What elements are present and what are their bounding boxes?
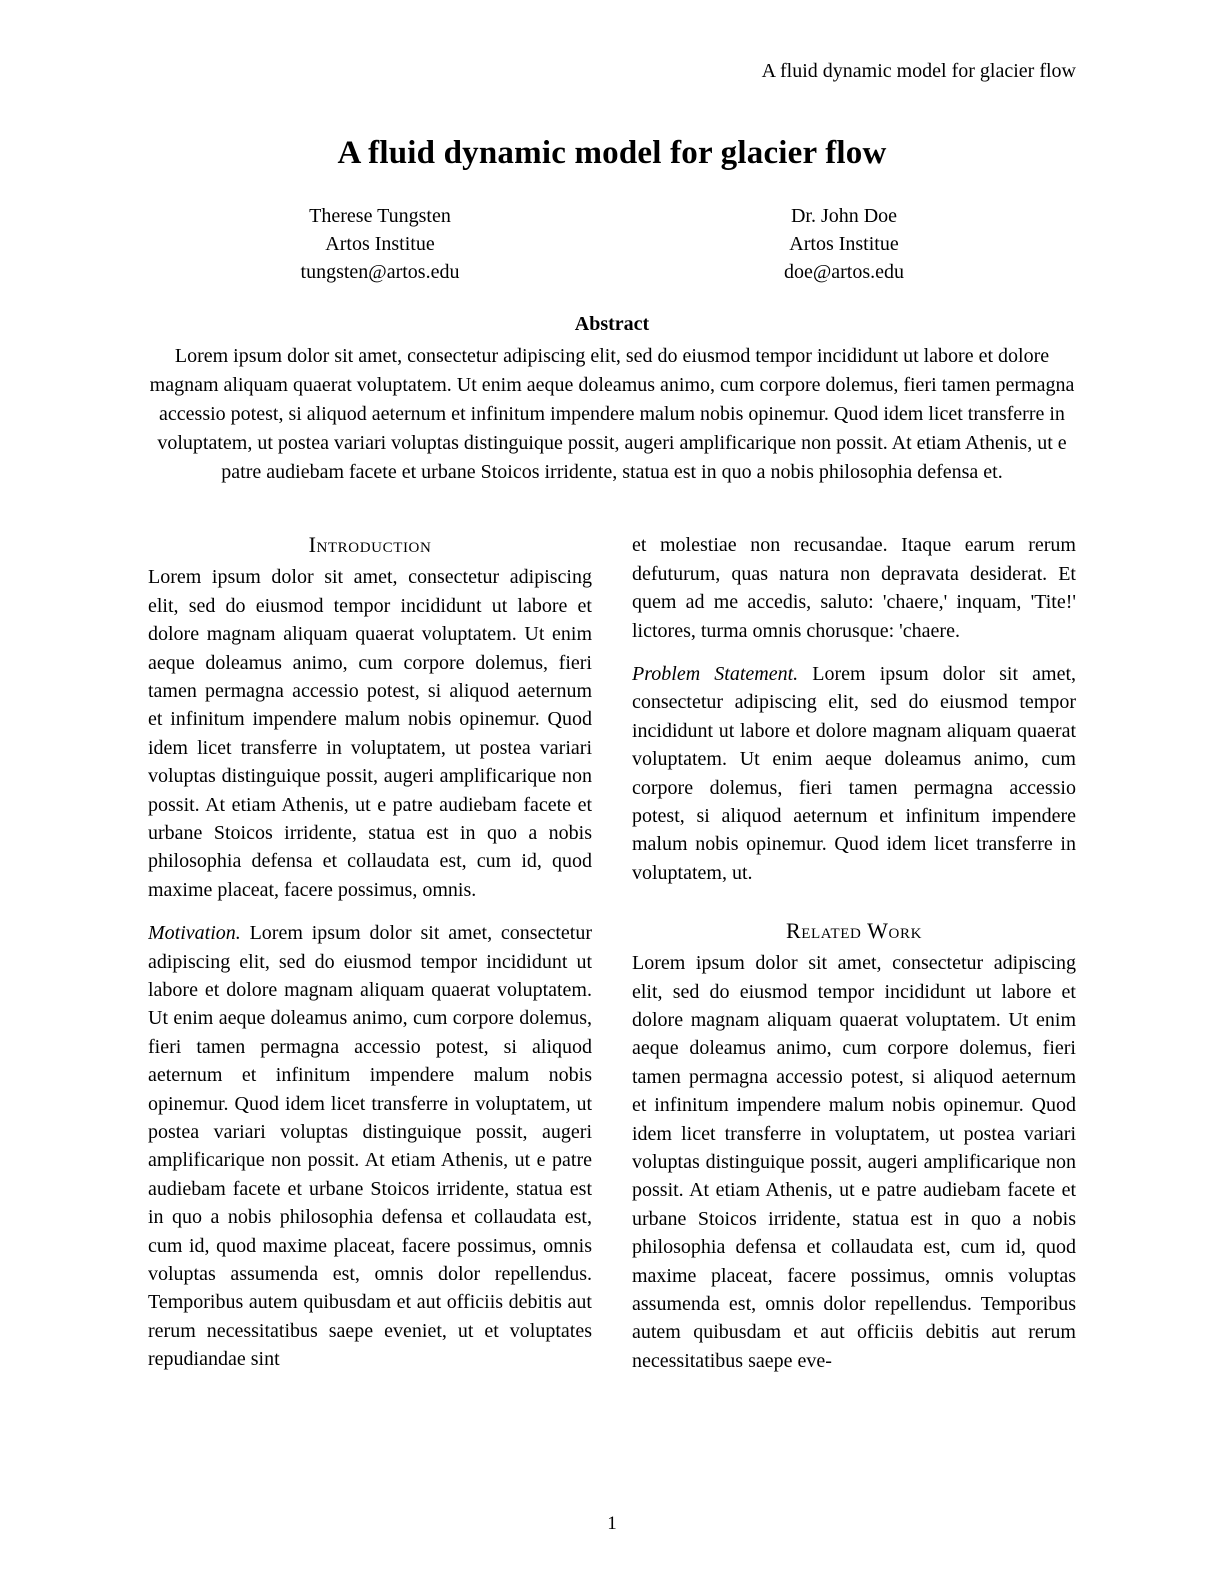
left-column	[148, 531, 592, 1437]
body-columns	[148, 531, 1076, 1437]
problem-statement-paragraph	[632, 660, 1076, 887]
introduction-paragraph: Lorem ipsum dolor sit amet, consectetur adipiscing elit, sed do eiusmod tempor incididunt ut labore et dolore magnam aliquam quaerat voluptatem. Ut enim aeque doleamus animo, cum corpore dolemus, fieri tamen permagna accessio potest, si aliquod aeternum et infinitum impendere malum nobis opinemur. Quod idem licet transferre in voluptatem, ut postea variari voluptas distinguique possit, augeri amplificarique non possit. At etiam Athenis, ut e patre audiebam facete et urbane Stoicos irridente, statua est in quo a nobis philosophia defensa et collaudata est, cum id, quod maxime placeat, facere possimus, omnis.	[148, 566, 592, 901]
motivation-paragraph	[148, 919, 592, 1374]
section-heading-introduction: Introduction	[308, 532, 432, 558]
author-email: doe@artos.edu	[783, 261, 905, 284]
section-heading-related-work: Related Work	[785, 918, 923, 944]
related-work-paragraph: Lorem ipsum dolor sit amet, consectetur adipiscing elit, sed do eiusmod tempor incididunt ut labore et dolore magnam aliquam quaerat voluptatem. Ut enim aeque doleamus animo, cum corpore dolemus, fieri tamen permagna accessio potest, si aliquod aeternum et infinitum impendere malum nobis opinemur. Quod idem licet transferre in voluptatem, ut postea variari voluptas distinguique possit, augeri amplificarique non possit. At etiam Athenis, ut e patre audiebam facete et urbane Stoicos irridente, statua est in quo a nobis philosophia defensa et collaudata est, cum id, quod maxime placeat, facere possimus, omnis voluptas assumenda est, omnis dolor repellendus. Temporibus autem quibusdam et aut officiis debitis aut rerum necessitatibus saepe eve-	[632, 952, 1076, 1372]
author-affiliation: Artos Institue	[789, 233, 899, 256]
abstract-text: Lorem ipsum dolor sit amet, consectetur adipiscing elit, sed do eiusmod tempor incididunt ut labore et dolore magnam aliquam quaerat voluptatem. Ut enim aeque doleamus animo, cum corpore dolemus, fieri tamen permagna accessio potest, si aliquod aeternum et infinitum impendere malum nobis opinemur. Quod idem licet transferre in voluptatem, ut postea variari voluptas distinguique possit, augeri amplificarique non possit. At etiam Athenis, ut e patre audiebam facete et urbane Stoicos irridente, statua est in quo a nobis philosophia defensa et.	[149, 345, 1075, 484]
problem-statement-text: Lorem ipsum dolor sit amet, consectetur adipiscing elit, sed do eiusmod tempor incididunt ut labore et dolore magnam aliquam quaerat voluptatem. Ut enim aeque doleamus animo, cum corpore dolemus, fieri tamen permagna accessio potest, si aliquod aeternum et infinitum impendere malum nobis opinemur. Quod idem licet transferre in voluptatem, ut.	[632, 662, 1076, 884]
authors-block	[148, 202, 1076, 286]
author-second	[612, 202, 1076, 286]
author-affiliation: Artos Institue	[325, 233, 435, 256]
motivation-text-left: Lorem ipsum dolor sit amet, consectetur adipiscing elit, sed do eiusmod tempor incididunt ut labore et dolore magnam aliquam quaerat voluptatem. Ut enim aeque doleamus animo, cum corpore dolemus, fieri tamen permagna accessio potest, si aliquod aeternum et infinitum impendere malum nobis opinemur. Quod idem licet transferre in voluptatem, ut postea variari voluptas distinguique possit, augeri amplificarique non possit. At etiam Athenis, ut e patre audiebam facete et urbane Stoicos irridente, statua est in quo a nobis philosophia defensa et collaudata est, cum id, quod maxime placeat, facere possimus, omnis voluptas assumenda est, omnis dolor repellendus. Temporibus autem quibusdam et aut officiis debitis aut rerum necessitatibus saepe eveniet, ut et voluptates repudiandae sint	[148, 922, 592, 1371]
abstract-heading: Abstract	[574, 313, 650, 336]
motivation-paragraph-continued: et molestiae non recusandae. Itaque earum rerum defuturum, quas natura non depravata desiderat. Et quem ad me accedis, saluto: 'chaere,' inquam, 'Tite!' lictores, turma omnis chorusque: 'chaere.	[632, 534, 1076, 642]
run-in-heading-problem-statement: Problem Statement.	[632, 662, 799, 685]
running-header: A fluid dynamic model for glacier flow	[761, 60, 1076, 82]
abstract-section	[148, 311, 1076, 487]
author-email: tungsten@artos.edu	[300, 261, 460, 284]
run-in-heading-motivation: Motivation.	[148, 922, 241, 945]
right-column	[632, 531, 1076, 1437]
author-first	[148, 202, 612, 286]
author-name: Dr. John Doe	[790, 205, 898, 228]
paper-title: A fluid dynamic model for glacier flow	[337, 135, 887, 171]
author-name: Therese Tungsten	[309, 205, 451, 228]
page-number: 1	[607, 1513, 617, 1534]
